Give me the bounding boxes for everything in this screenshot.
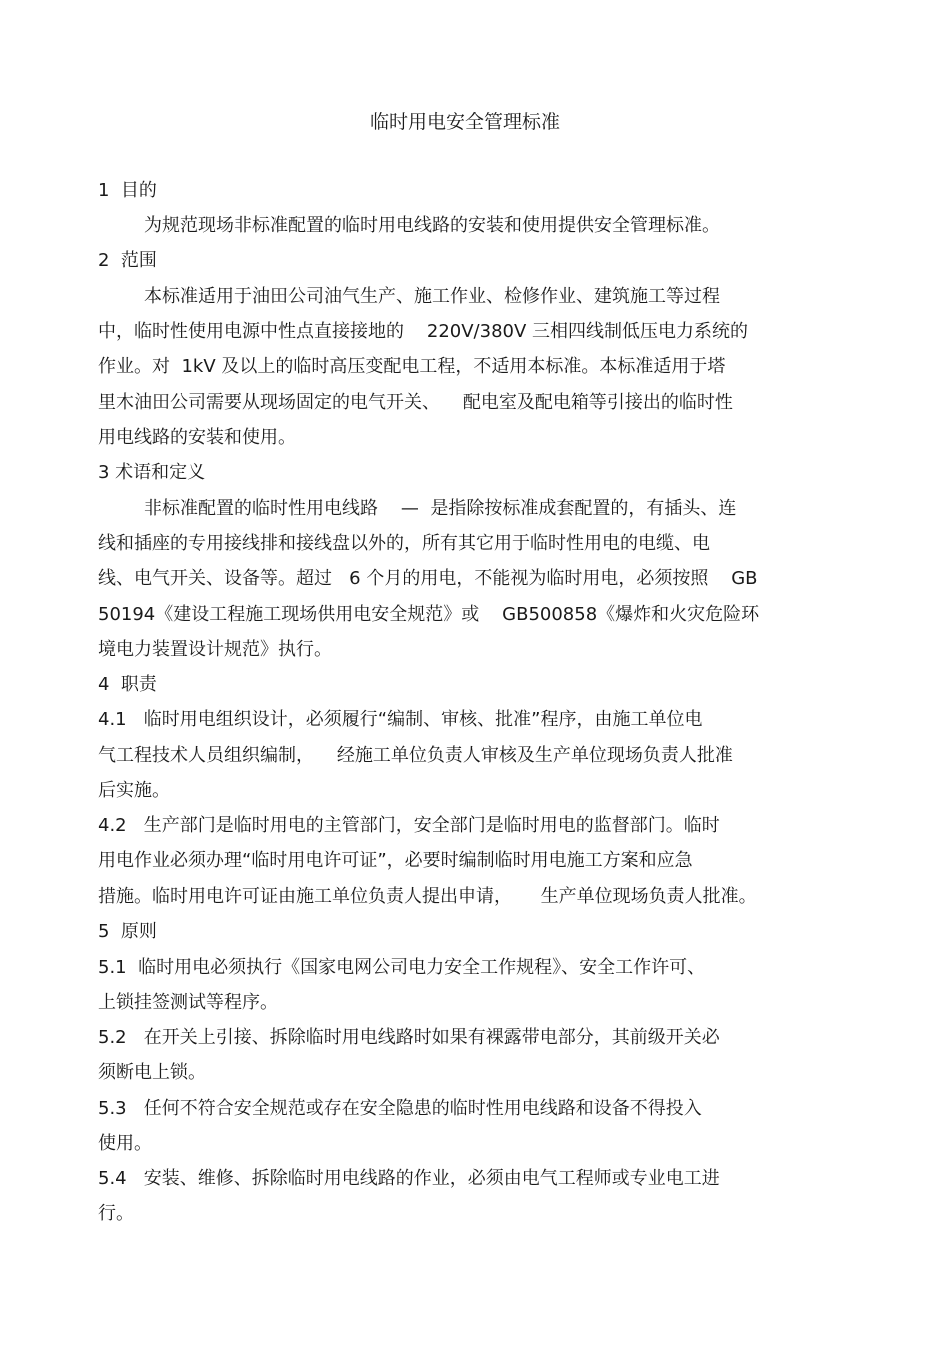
section-4-line: 用电作业必须办理“临时用电许可证”，必要时编制临时用电施工方案和应急	[98, 850, 693, 871]
section-2-line: 里木油田公司需要从现场固定的电气开关、 配电室及配电箱等引接出的临时性	[98, 392, 733, 413]
section-4-line: 4.2 生产部门是临时用电的主管部门，安全部门是临时用电的监督部门。临时	[98, 815, 720, 836]
section-2-line: 作业。对 1kV 及以上的临时高压变配电工程，不适用本标准。本标准适用于塔	[98, 356, 726, 377]
section-4-line: 措施。临时用电许可证由施工单位负责人提出申请， 生产单位现场负责人批准。	[98, 886, 757, 907]
section-4-heading: 4 职责	[98, 674, 157, 695]
section-4-line: 4.1 临时用电组织设计，必须履行“编制、审核、批准”程序，由施工单位电	[98, 709, 703, 730]
section-2-line: 本标准适用于油田公司油气生产、施工作业、检修作业、建筑施工等过程	[144, 286, 720, 307]
section-5-line: 行。	[98, 1203, 134, 1224]
section-1-line: 为规范现场非标准配置的临时用电线路的安装和使用提供安全管理标准。	[144, 215, 720, 236]
section-3-line: 50194《建设工程施工现场供用电安全规范》或 GB500858《爆炸和火灾危险环	[98, 604, 760, 625]
section-4-line: 气工程技术人员组织编制， 经施工单位负责人审核及生产单位现场负责人批准	[98, 745, 733, 766]
section-5-line: 5.3 任何不符合安全规范或存在安全隐患的临时性用电线路和设备不得投入	[98, 1098, 702, 1119]
section-2-line: 中，临时性使用电源中性点直接接地的 220V/380V 三相四线制低压电力系统的	[98, 321, 749, 342]
section-2-line: 用电线路的安装和使用。	[98, 427, 296, 448]
section-3-line: 线和插座的专用接线排和接线盘以外的，所有其它用于临时性用电的电缆、电	[98, 533, 710, 554]
document-title: 临时用电安全管理标准	[369, 111, 560, 133]
section-5-heading: 5 原则	[98, 921, 157, 942]
section-5-line: 使用。	[98, 1133, 152, 1154]
section-2-heading: 2 范围	[98, 250, 157, 271]
section-4-line: 后实施。	[98, 780, 170, 801]
section-3-line: 非标准配置的临时性用电线路 — 是指除按标准成套配置的，有插头、连	[144, 498, 737, 519]
section-5-line: 5.1 临时用电必须执行《国家电网公司电力安全工作规程》、安全工作许可、	[98, 957, 706, 978]
section-3-line: 境电力装置设计规范》执行。	[98, 639, 332, 660]
section-1-heading: 1 目的	[98, 180, 157, 201]
section-5-line: 5.2 在开关上引接、拆除临时用电线路时如果有裸露带电部分，其前级开关必	[98, 1027, 720, 1048]
section-3-heading: 3 术语和定义	[98, 462, 206, 483]
section-3-line: 线、电气开关、设备等。超过 6 个月的用电，不能视为临时用电，必须按照 GB	[98, 568, 758, 589]
section-5-line: 5.4 安装、维修、拆除临时用电线路的作业，必须由电气工程师或专业电工进	[98, 1168, 720, 1189]
section-5-line: 上锁挂签测试等程序。	[98, 992, 278, 1013]
section-5-line: 须断电上锁。	[98, 1062, 206, 1083]
